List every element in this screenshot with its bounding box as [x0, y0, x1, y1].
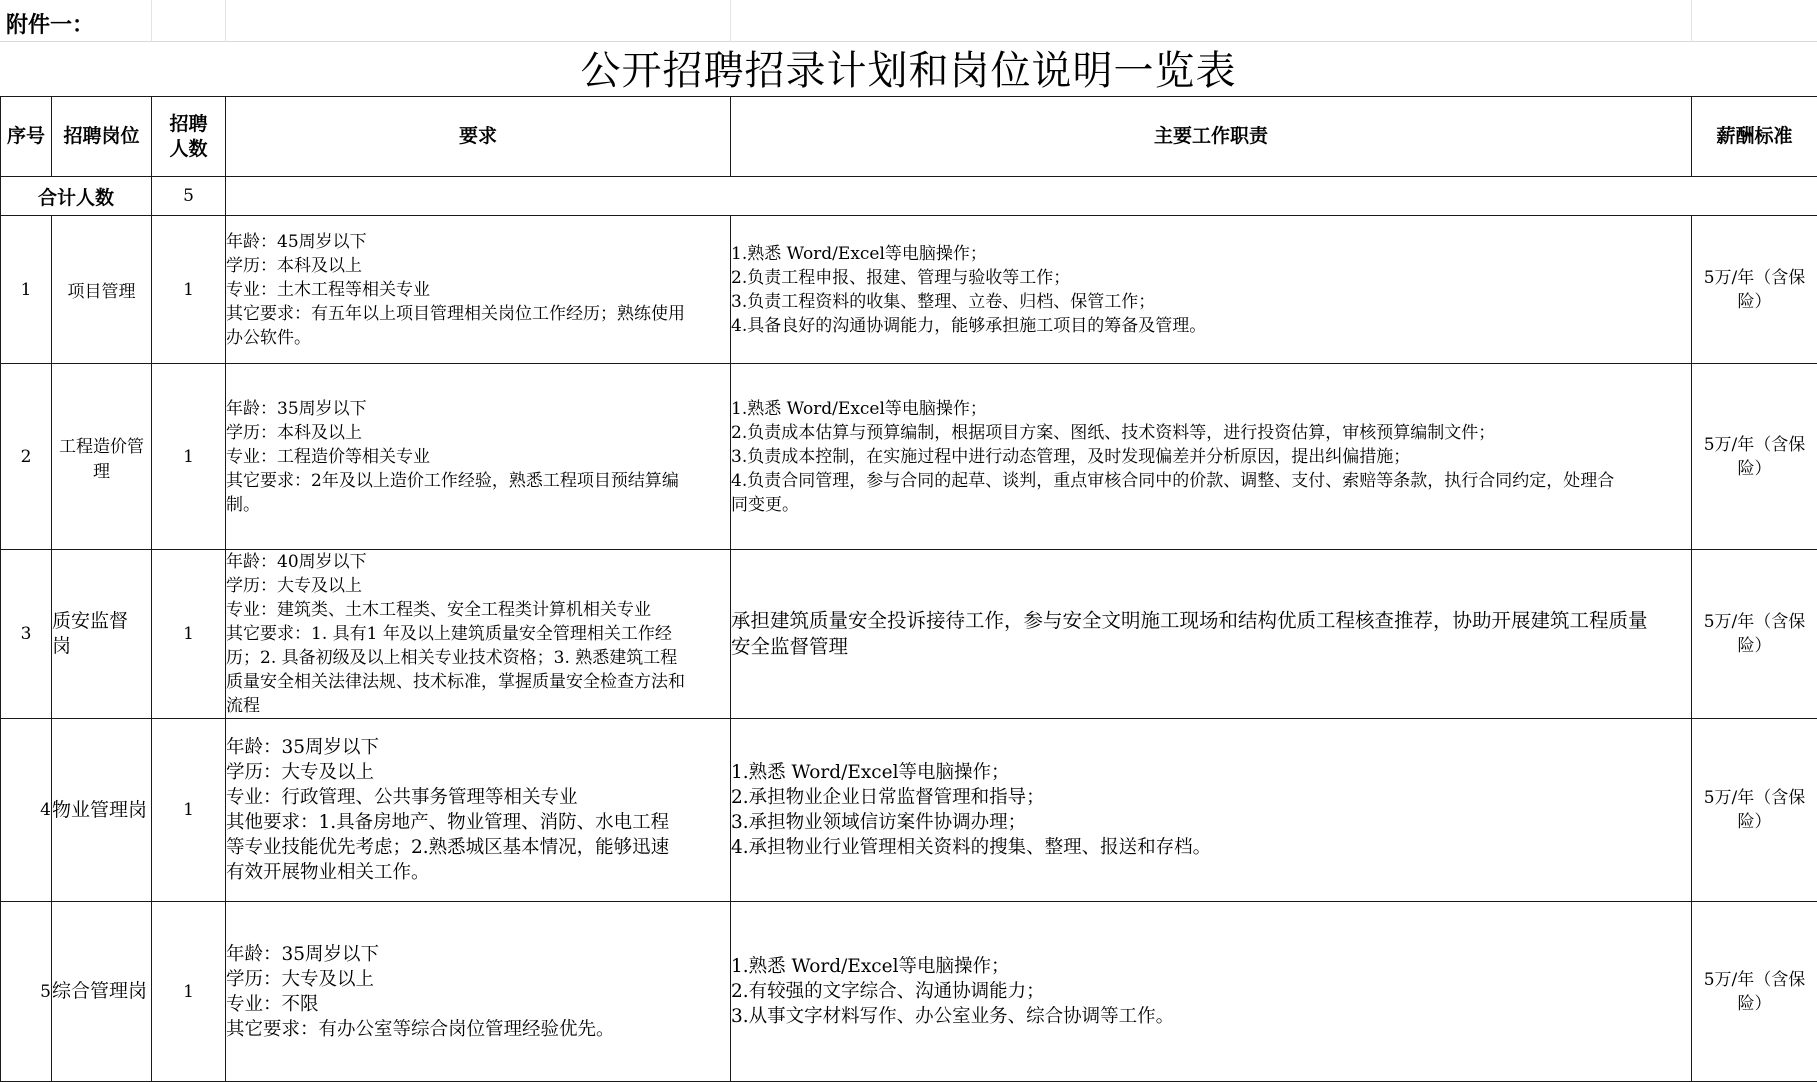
req-line: 质量安全相关法律法规、技术标准，掌握质量安全检查方法和 — [226, 670, 730, 694]
row-duties — [731, 216, 1692, 364]
duty-line: 2.负责工程申报、报建、管理与验收等工作； — [731, 266, 1691, 290]
duty-line: 3.承担物业领域信访案件协调办理； — [731, 810, 1691, 835]
duty-line: 2.负责成本估算与预算编制，根据项目方案、图纸、技术资料等，进行投资估算，审核预算编制文件； — [731, 421, 1691, 445]
duty-line: 4.负责合同管理，参与合同的起草、谈判，重点审核合同中的价款、调整、支付、索赔等条款，执行合同约定，处理合 — [731, 469, 1691, 493]
position-line: 岗 — [52, 634, 151, 659]
req-line: 历；2. 具备初级及以上相关专业技术资格；3. 熟悉建筑工程 — [226, 646, 730, 670]
req-line: 专业：工程造价等相关专业 — [226, 445, 730, 469]
salary-line: 险） — [1692, 992, 1817, 1016]
grid-line — [225, 0, 226, 42]
salary-line: 险） — [1692, 634, 1817, 658]
duty-line: 4.具备良好的沟通协调能力，能够承担施工项目的筹备及管理。 — [731, 314, 1691, 338]
req-line: 流程 — [226, 694, 730, 718]
total-label: 合计人数 — [1, 177, 152, 216]
req-line: 专业：行政管理、公共事务管理等相关专业 — [226, 785, 730, 810]
row-salary — [1692, 216, 1817, 364]
duty-line: 同变更。 — [731, 493, 1691, 517]
row-duties — [731, 550, 1692, 719]
header-count-line2: 人数 — [152, 137, 225, 162]
row-duties — [731, 902, 1692, 1082]
duty-line: 1.熟悉 Word/Excel等电脑操作； — [731, 954, 1691, 979]
table-row — [1, 550, 1817, 719]
table-row — [1, 902, 1817, 1082]
salary-line: 5万/年（含保 — [1692, 433, 1817, 457]
salary-line: 5万/年（含保 — [1692, 266, 1817, 290]
req-line: 其它要求：有五年以上项目管理相关岗位工作经历；熟练使用 — [226, 302, 730, 326]
duty-line: 2.承担物业企业日常监督管理和指导； — [731, 785, 1691, 810]
req-line: 专业：土木工程等相关专业 — [226, 278, 730, 302]
row-salary — [1692, 902, 1817, 1082]
req-line: 有效开展物业相关工作。 — [226, 860, 730, 885]
row-count: 1 — [152, 550, 226, 719]
row-salary — [1692, 364, 1817, 550]
table-row — [1, 216, 1817, 364]
req-line: 学历：本科及以上 — [226, 421, 730, 445]
header-no: 序号 — [1, 97, 52, 177]
header-duties: 主要工作职责 — [731, 97, 1692, 177]
position-line: 质安监督 — [52, 609, 151, 634]
row-position — [52, 364, 152, 550]
row-requirements — [226, 902, 731, 1082]
row-count: 1 — [152, 719, 226, 902]
row-duties — [731, 719, 1692, 902]
row-requirements — [226, 364, 731, 550]
req-line: 其它要求：2年及以上造价工作经验，熟悉工程项目预结算编 — [226, 469, 730, 493]
duty-line: 2.有较强的文字综合、沟通协调能力； — [731, 979, 1691, 1004]
attachment-row — [0, 0, 1817, 42]
header-row — [1, 97, 1817, 177]
table-row — [1, 364, 1817, 550]
total-empty-cell — [226, 177, 1817, 216]
header-salary: 薪酬标准 — [1692, 97, 1817, 177]
row-position: 项目管理 — [52, 216, 152, 364]
row-no: 3 — [1, 550, 52, 719]
total-row — [1, 177, 1817, 216]
grid-line — [1691, 0, 1692, 42]
salary-line: 险） — [1692, 290, 1817, 314]
duty-line: 1.熟悉 Word/Excel等电脑操作； — [731, 760, 1691, 785]
position-line: 工程造价管 — [52, 432, 151, 457]
req-line: 学历：大专及以上 — [226, 760, 730, 785]
salary-line: 5万/年（含保 — [1692, 610, 1817, 634]
req-line: 其它要求：有办公室等综合岗位管理经验优先。 — [226, 1017, 730, 1042]
duty-line: 3.从事文字材料写作、办公室业务、综合协调等工作。 — [731, 1004, 1691, 1029]
req-line: 学历：大专及以上 — [226, 574, 730, 598]
row-no: 4 — [1, 719, 52, 902]
duty-line: 3.负责工程资料的收集、整理、立卷、归档、保管工作； — [731, 290, 1691, 314]
row-requirements — [226, 550, 731, 719]
row-requirements — [226, 216, 731, 364]
row-salary — [1692, 550, 1817, 719]
req-line: 其它要求：1. 具有1 年及以上建筑质量安全管理相关工作经 — [226, 622, 730, 646]
req-line: 专业：不限 — [226, 992, 730, 1017]
row-position: 综合管理岗 — [52, 902, 152, 1082]
req-line: 年龄：45周岁以下 — [226, 230, 730, 254]
grid-line — [730, 0, 731, 42]
salary-line: 险） — [1692, 810, 1817, 834]
salary-line: 5万/年（含保 — [1692, 968, 1817, 992]
header-position: 招聘岗位 — [52, 97, 152, 177]
row-position: 物业管理岗 — [52, 719, 152, 902]
req-line: 学历：本科及以上 — [226, 254, 730, 278]
row-count: 1 — [152, 216, 226, 364]
duty-line: 1.熟悉 Word/Excel等电脑操作； — [731, 242, 1691, 266]
header-count-line1: 招聘 — [152, 112, 225, 137]
duty-line: 4.承担物业行业管理相关资料的搜集、整理、报送和存档。 — [731, 835, 1691, 860]
req-line: 制。 — [226, 493, 730, 517]
row-position — [52, 550, 152, 719]
duty-line: 3.负责成本控制，在实施过程中进行动态管理，及时发现偏差并分析原因，提出纠偏措施； — [731, 445, 1691, 469]
row-no: 2 — [1, 364, 52, 550]
req-line: 办公软件。 — [226, 326, 730, 350]
row-salary — [1692, 719, 1817, 902]
req-line: 年龄：35周岁以下 — [226, 397, 730, 421]
row-no: 1 — [1, 216, 52, 364]
position-line: 理 — [52, 457, 151, 482]
req-line: 年龄：35周岁以下 — [226, 735, 730, 760]
req-line: 年龄：40周岁以下 — [226, 550, 730, 574]
header-count — [152, 97, 226, 177]
header-requirements: 要求 — [226, 97, 731, 177]
total-value: 5 — [152, 177, 226, 216]
req-line: 等专业技能优先考虑；2.熟悉城区基本情况，能够迅速 — [226, 835, 730, 860]
recruitment-table — [0, 96, 1817, 1082]
row-duties — [731, 364, 1692, 550]
duty-line: 承担建筑质量安全投诉接待工作，参与安全文明施工现场和结构优质工程核查推荐，协助开展建筑工程质量 — [731, 608, 1691, 634]
req-line: 年龄：35周岁以下 — [226, 942, 730, 967]
duty-line: 1.熟悉 Word/Excel等电脑操作； — [731, 397, 1691, 421]
salary-line: 险） — [1692, 457, 1817, 481]
row-count: 1 — [152, 902, 226, 1082]
req-line: 其他要求：1.具备房地产、物业管理、消防、水电工程 — [226, 810, 730, 835]
row-requirements — [226, 719, 731, 902]
page-title: 公开招聘招录计划和岗位说明一览表 — [0, 42, 1817, 96]
grid-line — [151, 0, 152, 42]
row-count: 1 — [152, 364, 226, 550]
row-no: 5 — [1, 902, 52, 1082]
req-line: 专业：建筑类、土木工程类、安全工程类计算机相关专业 — [226, 598, 730, 622]
attachment-label: 附件一： — [6, 8, 94, 39]
req-line: 学历：大专及以上 — [226, 967, 730, 992]
duty-line: 安全监督管理 — [731, 634, 1691, 660]
salary-line: 5万/年（含保 — [1692, 786, 1817, 810]
table-row — [1, 719, 1817, 902]
